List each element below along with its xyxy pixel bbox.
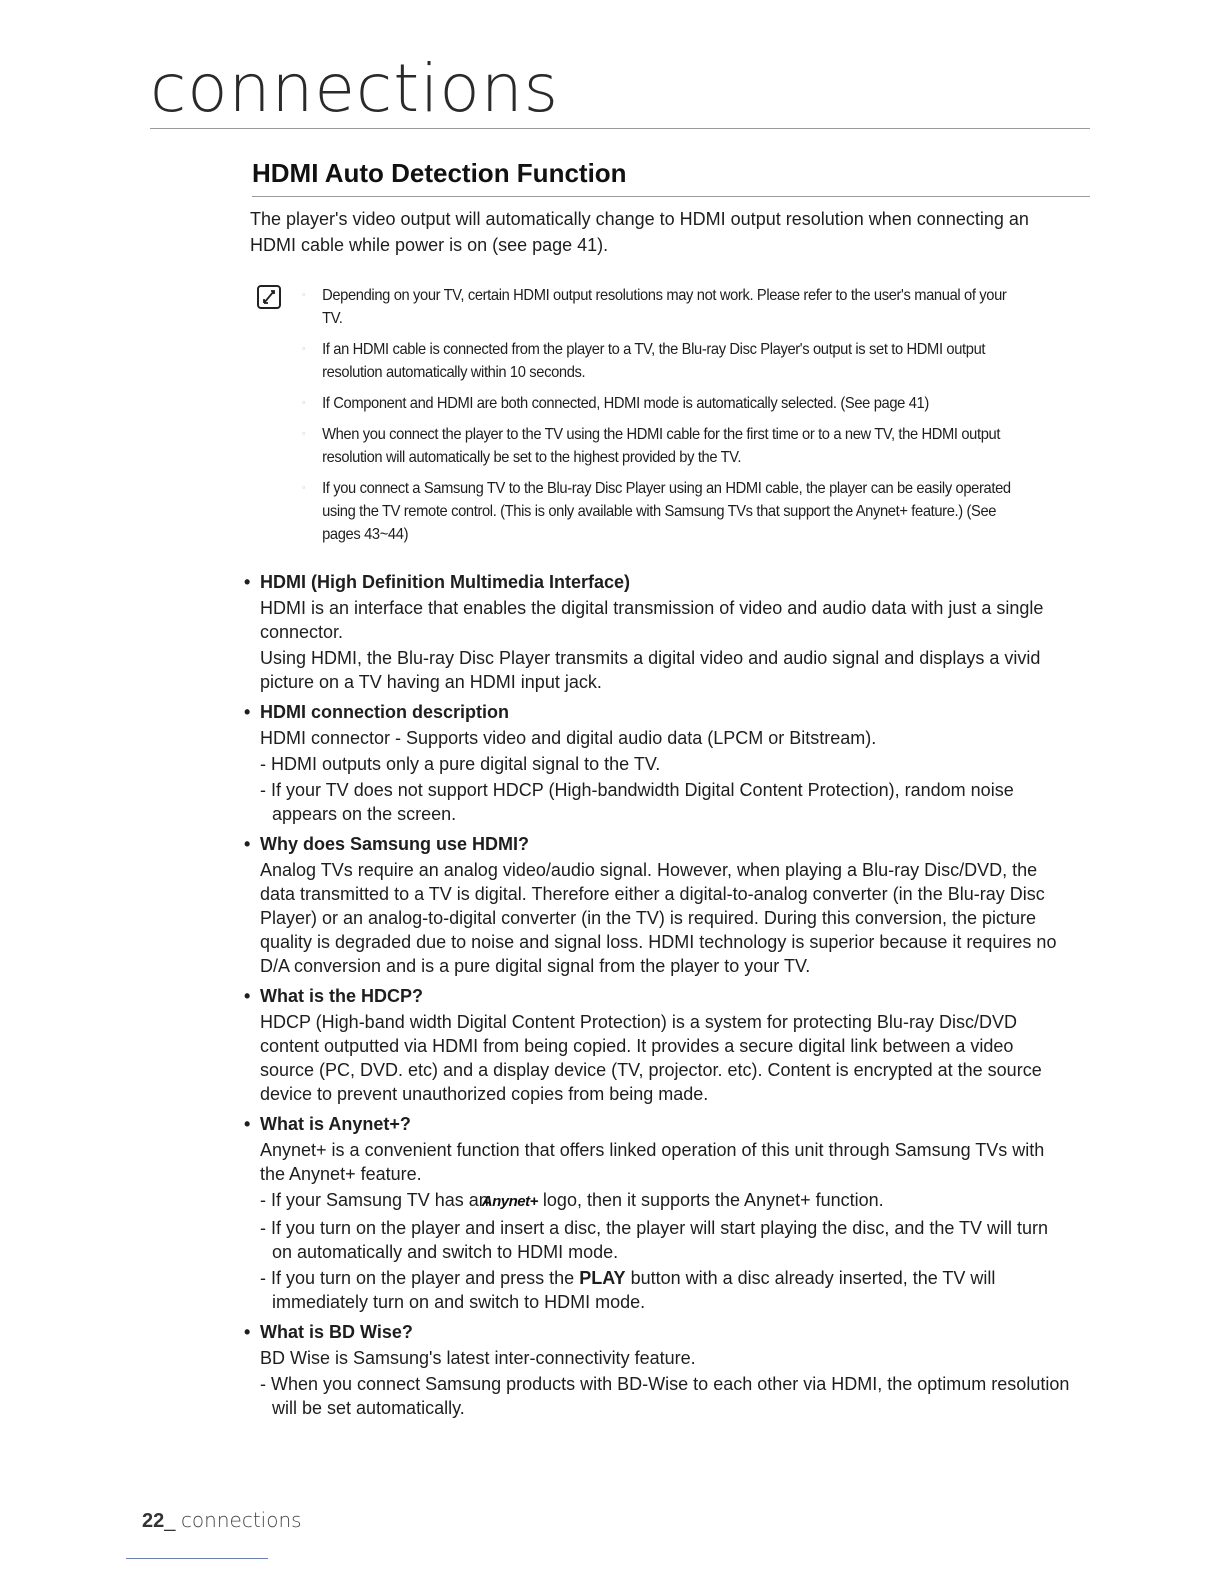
note-item: ◦ When you connect the player to the TV using the HDMI cable for the first time or to a new TV, the HDMI output resolution will automatically be set to the highest provided by the TV. — [300, 423, 1027, 469]
topic-anynet — [244, 1110, 1070, 1314]
topic-title: What is Anynet+? — [260, 1114, 411, 1134]
note-item: ◦ If an HDMI cable is connected from the player to a TV, the Blu-ray Disc Player's output is set to HDMI output resolution automatically within 10 seconds. — [300, 338, 1027, 384]
topic-paragraph: HDMI is an interface that enables the digital transmission of video and audio data with just a single connector. — [260, 598, 1044, 642]
bullet-icon: ◦ — [301, 397, 306, 409]
topic-paragraph: BD Wise is Samsung's latest inter-connectivity feature. — [260, 1348, 696, 1368]
topic-connection — [244, 698, 1070, 826]
topic-paragraph: Analog TVs require an analog video/audio signal. However, when playing a Blu-ray Disc/DVD, the data transmitted to a TV is digital. Therefore either a digital-to-analog converter (in the Blu-ray Disc Player) or an analog-to-digital converter (in the TV) is required. During this conversion, the picture quality is degraded due to noise and signal loss. HDMI technology is superior because it requires no D/A conversion and is a pure digital signal from the player to your TV. — [260, 860, 1057, 976]
chapter-title: connections — [150, 50, 560, 127]
bullet-icon: • — [244, 1322, 251, 1342]
note-icon — [256, 284, 282, 310]
topic-title: HDMI connection description — [260, 702, 510, 722]
topic-dash-item: - When you connect Samsung products with BD-Wise to each other via HDMI, the optimum resolution will be set automatically. — [260, 1374, 1070, 1418]
topic-title: Why does Samsung use HDMI? — [260, 834, 530, 854]
bullet-icon: ◦ — [301, 482, 306, 494]
topic-title: HDMI (High Definition Multimedia Interface) — [260, 572, 631, 592]
topic-title: What is BD Wise? — [260, 1322, 413, 1342]
page-footer: 22_ connections — [142, 1508, 302, 1532]
topic-title: What is the HDCP? — [260, 986, 424, 1006]
bullet-icon: ◦ — [301, 289, 306, 301]
topic-why — [244, 830, 1070, 978]
bullet-icon: • — [244, 986, 251, 1006]
topics — [244, 568, 1070, 1424]
topic-paragraph: HDCP (High-band width Digital Content Protection) is a system for protecting Blu-ray Disc/DVD content outputted via HDMI from being copied. It provides a secure digital link between a video source (PC, DVD. etc) and a display device (TV, projector. etc). Content is encrypted at the source device to prevent unauthorized copies from being made. — [260, 1012, 1042, 1104]
play-button-label: PLAY — [579, 1268, 626, 1288]
bullet-icon: • — [244, 702, 251, 722]
note-item: ◦ If you connect a Samsung TV to the Blu-ray Disc Player using an HDMI cable, the player can be easily operated using the TV remote control. (This is only available with Samsung TVs that support the Anynet+ feature.) (See pages 43~44) — [300, 477, 1027, 546]
topic-hdcp — [244, 982, 1070, 1106]
notes-list — [300, 284, 1027, 554]
topic-paragraph: HDMI connector - Supports video and digital audio data (LPCM or Bitstream). — [260, 728, 877, 748]
intro-paragraph: The player's video output will automatically change to HDMI output resolution when connecting an HDMI cable while power is on (see page 41). — [250, 209, 1029, 255]
topic-dash-item: - If your Samsung TV has an Anynet+ logo, then it supports the Anynet+ function. — [260, 1188, 1070, 1214]
chapter-divider — [150, 128, 1090, 129]
topic-dash-item: - HDMI outputs only a pure digital signal to the TV. — [260, 754, 661, 774]
topic-paragraph: Using HDMI, the Blu-ray Disc Player transmits a digital video and audio signal and displays a vivid picture on a TV having an HDMI input jack. — [260, 648, 1041, 692]
note-item: ◦ Depending on your TV, certain HDMI output resolutions may not work. Please refer to the user's manual of your TV. — [300, 284, 1027, 330]
topic-bdwise — [244, 1318, 1070, 1420]
footer-divider — [126, 1558, 268, 1559]
bullet-icon: • — [244, 1114, 251, 1134]
topic-hdmi — [244, 568, 1070, 694]
anynet-logo: Anynet+ — [481, 1193, 538, 1210]
bullet-icon: ◦ — [301, 343, 306, 355]
bullet-icon: • — [244, 834, 251, 854]
topic-dash-item: - If you turn on the player and press the PLAY button with a disc already inserted, the TV will immediately turn on and switch to HDMI mode. — [260, 1268, 996, 1312]
topic-dash-item: - If your TV does not support HDCP (High-bandwidth Digital Content Protection), random noise appears on the screen. — [260, 780, 1014, 824]
note-item: ◦ If Component and HDMI are both connected, HDMI mode is automatically selected. (See page 41) — [300, 392, 1027, 415]
page-number: 22 — [142, 1510, 165, 1532]
section-divider — [252, 196, 1090, 197]
topic-dash-item: - If you turn on the player and insert a disc, the player will start playing the disc, and the TV will turn on automatically and switch to HDMI mode. — [260, 1218, 1049, 1262]
bullet-icon: • — [244, 572, 251, 592]
section-title: HDMI Auto Detection Function — [252, 158, 627, 188]
footer-label: connections — [180, 1508, 302, 1532]
bullet-icon: ◦ — [301, 428, 306, 440]
topic-paragraph: Anynet+ is a convenient function that offers linked operation of this unit through Samsung TVs with the Anynet+ feature. — [260, 1140, 1045, 1184]
